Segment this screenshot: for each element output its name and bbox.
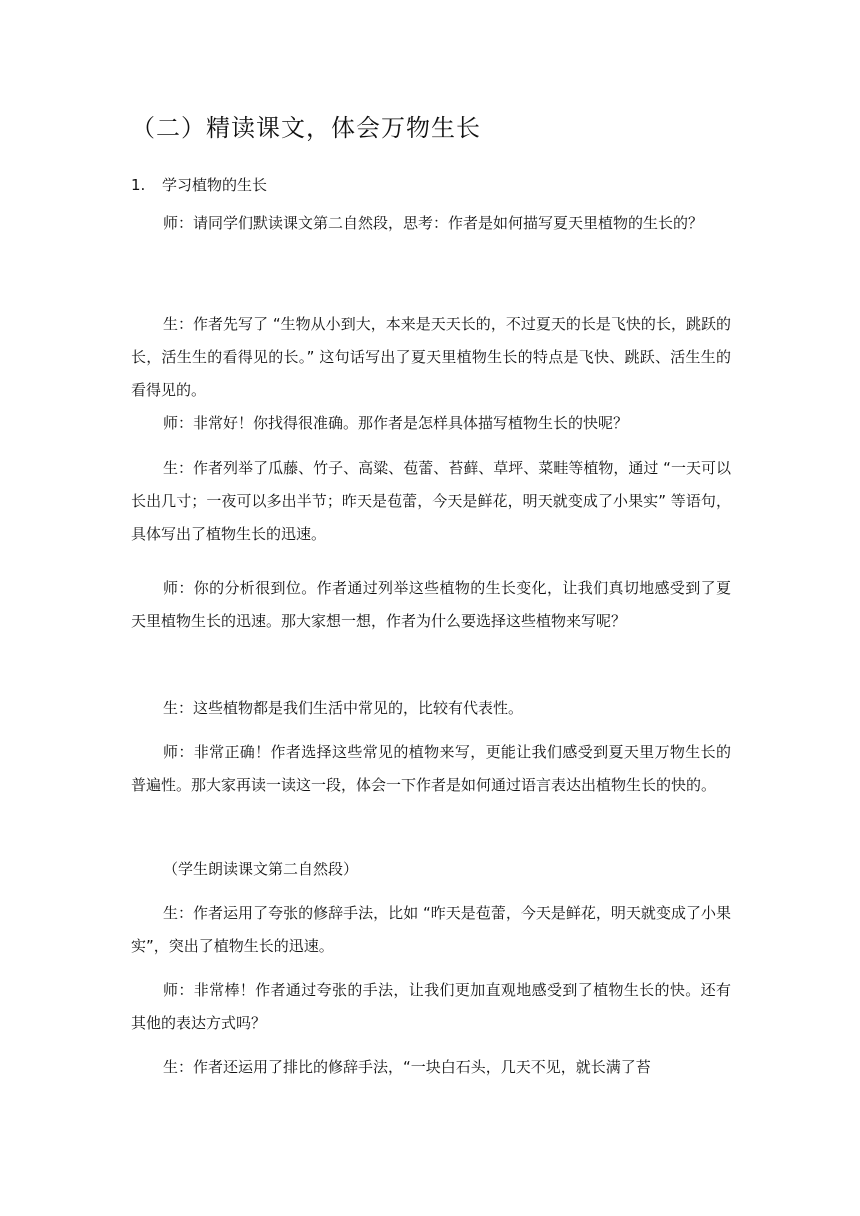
section-heading: （二）精读课文，体会万物生长	[131, 114, 481, 142]
paragraph-7: 师：非常正确！作者选择这些常见的植物来写，更能让我们感受到夏天里万物生长的普遍性。那大家再读一读这一段，体会一下作者是如何通过语言表达出植物生长的快的。	[131, 743, 731, 794]
paragraph-1: 师：请同学们默读课文第二自然段，思考：作者是如何描写夏天里植物的生长的？	[163, 214, 704, 232]
paragraph-11: 生：作者还运用了排比的修辞手法，“一块白石头，几天不见，就长满了苔	[163, 1058, 651, 1076]
paragraph-8: （学生朗读课文第二自然段）	[163, 860, 359, 878]
paragraph-2: 生：作者先写了 “生物从小到大，本来是天天长的，不过夏天的长是飞快的长，跳跃的长，活生生的看得见的长。” 这句话写出了夏天里植物生长的特点是飞快、跳跃、活生生的看得见的。	[131, 315, 731, 399]
paragraph-9: 生：作者运用了夸张的修辞手法，比如 “昨天是苞蕾，今天是鲜花，明天就变成了小果实”，突出了植物生长的迅速。	[131, 904, 731, 955]
subsection-title: 学习植物的生长	[162, 176, 268, 194]
paragraph-5: 师：你的分析很到位。作者通过列举这些植物的生长变化，让我们真切地感受到了夏天里植物生长的迅速。那大家想一想，作者为什么要选择这些植物来写呢？	[131, 579, 731, 630]
paragraph-6: 生：这些植物都是我们生活中常见的，比较有代表性。	[163, 699, 524, 717]
paragraph-3: 师：非常好！你找得很准确。那作者是怎样具体描写植物生长的快呢？	[163, 414, 629, 432]
paragraph-10: 师：非常棒！作者通过夸张的手法，让我们更加直观地感受到了植物生长的快。还有其他的表达方式吗？	[131, 981, 731, 1032]
paragraph-4: 生：作者列举了瓜藤、竹子、高粱、苞蕾、苔藓、草坪、菜畦等植物，通过 “一天可以长出几寸；一夜可以多出半节；昨天是苞蕾，今天是鲜花，明天就变成了小果实” 等语句，具体写出了植物生长的迅速。	[131, 459, 731, 543]
subsection-heading	[131, 173, 267, 197]
subsection-number: 1.	[131, 176, 146, 194]
